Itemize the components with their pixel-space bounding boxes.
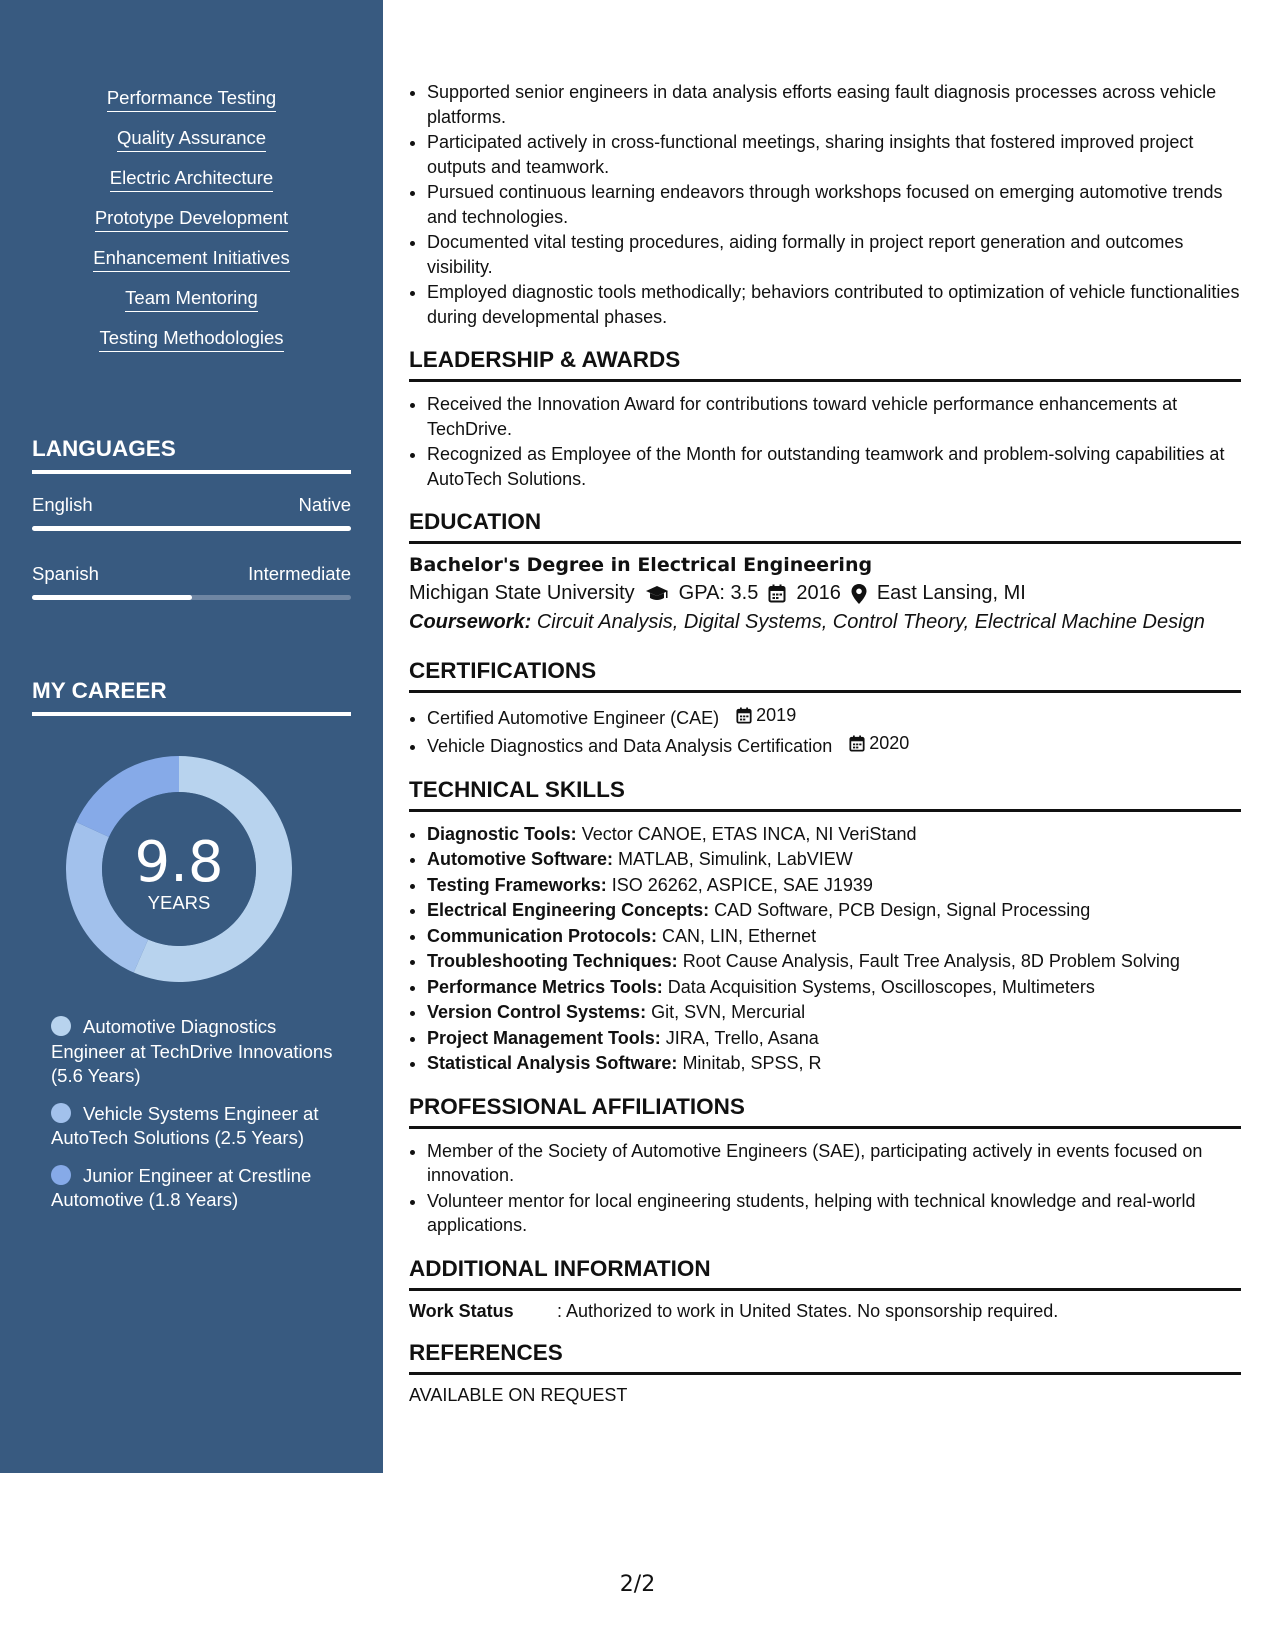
language-row bbox=[32, 494, 351, 516]
skill-label: Statistical Analysis Software: bbox=[427, 1053, 678, 1073]
career-years-label: YEARS bbox=[147, 892, 211, 913]
career-item bbox=[51, 1164, 351, 1213]
skill-value: JIRA, Trello, Asana bbox=[665, 1027, 819, 1048]
experience-bullet: • Pursued continuous learning endeavors through workshops focused on emerging automotive trends and technologies. bbox=[427, 180, 1241, 229]
skill-item: Performance Testing bbox=[107, 86, 276, 112]
references-heading: REFERENCES bbox=[409, 1340, 1241, 1375]
certifications-list bbox=[409, 703, 1241, 759]
coursework-text: Circuit Analysis, Digital Systems, Control Theory, Electrical Machine Design bbox=[536, 611, 1205, 633]
skill-item: Electric Architecture bbox=[110, 166, 273, 192]
languages-heading: LANGUAGES bbox=[32, 436, 351, 474]
language-bar-fill bbox=[32, 526, 351, 531]
technical-skill-item bbox=[427, 1000, 1241, 1025]
leadership-heading: LEADERSHIP & AWARDS bbox=[409, 347, 1241, 382]
coursework-label: Coursework: bbox=[409, 611, 532, 633]
skill-value: CAD Software, PCB Design, Signal Processing bbox=[714, 900, 1091, 920]
skill-value: CAN, LIN, Ethernet bbox=[662, 925, 817, 946]
education-degree: Bachelor's Degree in Electrical Engineering bbox=[409, 554, 873, 576]
calendar-icon bbox=[768, 584, 786, 603]
calendar-icon bbox=[736, 707, 752, 724]
career-item-text: Automotive Diagnostics Engineer at TechDrive Innovations (5.6 Years) bbox=[51, 1016, 333, 1086]
career-item bbox=[51, 1015, 351, 1089]
language-row bbox=[32, 563, 351, 585]
location-pin-icon bbox=[851, 584, 867, 604]
technical-skill-item bbox=[427, 898, 1241, 923]
career-heading: MY CAREER bbox=[32, 678, 351, 716]
skill-value: Git, SVN, Mercurial bbox=[651, 1002, 806, 1022]
career-item bbox=[51, 1102, 351, 1151]
skill-label: Project Management Tools: bbox=[427, 1027, 661, 1048]
affiliations-heading: PROFESSIONAL AFFILIATIONS bbox=[409, 1094, 1241, 1129]
education-year: 2016 bbox=[796, 582, 841, 604]
certifications-heading: CERTIFICATIONS bbox=[409, 658, 1241, 693]
affiliations-list bbox=[409, 1139, 1241, 1238]
experience-bullets bbox=[409, 80, 1241, 329]
certification-item bbox=[427, 731, 1241, 758]
additional-info-heading: ADDITIONAL INFORMATION bbox=[409, 1256, 1241, 1291]
work-status-value: : Authorized to work in United States. No sponsorship required. bbox=[557, 1300, 1059, 1321]
certification-name: Certified Automotive Engineer (CAE) bbox=[427, 707, 720, 728]
language-level: Intermediate bbox=[248, 563, 351, 584]
leadership-bullet: • Received the Innovation Award for contributions toward vehicle performance enhancements at TechDrive. bbox=[427, 392, 1241, 441]
affiliation-item: • Volunteer mentor for local engineering students, helping with technical knowledge and real-world applications. bbox=[427, 1189, 1241, 1238]
education-gpa: GPA: 3.5 bbox=[678, 582, 759, 604]
career-dot bbox=[51, 1103, 71, 1123]
references-text: AVAILABLE ON REQUEST bbox=[409, 1384, 628, 1405]
technical-skill-item bbox=[427, 1051, 1241, 1076]
technical-skills-list bbox=[409, 822, 1241, 1076]
career-total-years: 9.8 bbox=[134, 830, 224, 895]
career-item-text: Junior Engineer at Crestline Automotive (1.8 Years) bbox=[51, 1164, 312, 1210]
skill-label: Testing Frameworks: bbox=[427, 874, 607, 895]
calendar-icon bbox=[849, 735, 865, 752]
affiliation-item: • Member of the Society of Automotive Engineers (SAE), participating actively in events focused on innovation. bbox=[427, 1139, 1241, 1188]
language-bar bbox=[32, 595, 351, 600]
education-details bbox=[409, 582, 1241, 605]
skill-item: Quality Assurance bbox=[117, 126, 266, 152]
education-coursework bbox=[409, 611, 1241, 634]
skill-label: Automotive Software: bbox=[427, 849, 614, 869]
skill-value: Root Cause Analysis, Fault Tree Analysis, 8D Problem Solving bbox=[682, 951, 1180, 971]
career-dot bbox=[51, 1016, 71, 1036]
language-bar bbox=[32, 526, 351, 531]
sidebar bbox=[0, 0, 383, 1473]
skill-item: Team Mentoring bbox=[125, 286, 258, 312]
page-number: 2/2 bbox=[619, 1572, 656, 1597]
language-bar-fill bbox=[32, 595, 192, 600]
certification-name: Vehicle Diagnostics and Data Analysis Certification bbox=[427, 736, 833, 756]
technical-skill-item bbox=[427, 822, 1241, 847]
language-level: Native bbox=[298, 494, 351, 515]
certification-date bbox=[849, 731, 909, 756]
certification-item bbox=[427, 703, 1241, 730]
skill-item: Enhancement Initiatives bbox=[93, 246, 289, 272]
skill-label: Electrical Engineering Concepts: bbox=[427, 900, 710, 920]
technical-skill-item bbox=[427, 949, 1241, 974]
skill-label: Version Control Systems: bbox=[427, 1002, 647, 1022]
technical-skill-item bbox=[427, 1026, 1241, 1051]
certification-date bbox=[736, 703, 796, 728]
technical-skill-item bbox=[427, 975, 1241, 1000]
technical-skill-item bbox=[427, 847, 1241, 872]
experience-bullet: • Employed diagnostic tools methodically; behaviors contributed to optimization of vehicle functionalities during developmental phases. bbox=[427, 280, 1241, 329]
skill-item: Testing Methodologies bbox=[99, 326, 283, 352]
language-name: English bbox=[32, 494, 93, 515]
technical-skill-item bbox=[427, 873, 1241, 898]
certification-year: 2020 bbox=[869, 733, 910, 754]
skill-value: Vector CANOE, ETAS INCA, NI VeriStand bbox=[581, 823, 917, 844]
main-content bbox=[409, 80, 1241, 1406]
work-status-label: Work Status bbox=[409, 1300, 514, 1321]
skill-label: Troubleshooting Techniques: bbox=[427, 951, 678, 971]
work-status-row bbox=[409, 1301, 1241, 1322]
leadership-bullets bbox=[409, 392, 1241, 491]
skill-value: MATLAB, Simulink, LabVIEW bbox=[618, 849, 853, 869]
technical-skill-item bbox=[427, 924, 1241, 949]
education-location: East Lansing, MI bbox=[876, 582, 1026, 604]
experience-bullet: • Documented vital testing procedures, aiding formally in project report generation and outcomes visibility. bbox=[427, 230, 1241, 279]
education-heading: EDUCATION bbox=[409, 509, 1241, 544]
language-name: Spanish bbox=[32, 563, 99, 584]
leadership-bullet: • Recognized as Employee of the Month for outstanding teamwork and problem-solving capabilities at AutoTech Solutions. bbox=[427, 442, 1241, 491]
career-item-text: Vehicle Systems Engineer at AutoTech Solutions (2.5 Years) bbox=[51, 1102, 319, 1148]
skill-label: Performance Metrics Tools: bbox=[427, 976, 663, 997]
skill-value: ISO 26262, ASPICE, SAE J1939 bbox=[611, 874, 873, 895]
skill-value: Minitab, SPSS, R bbox=[682, 1053, 822, 1073]
skill-item: Prototype Development bbox=[95, 206, 288, 232]
skills-list bbox=[0, 86, 383, 366]
technical-skills-heading: TECHNICAL SKILLS bbox=[409, 777, 1241, 812]
career-dot bbox=[51, 1165, 71, 1185]
skill-label: Communication Protocols: bbox=[427, 925, 658, 946]
experience-bullet: • Supported senior engineers in data analysis efforts easing fault diagnosis processes across vehicle platforms. bbox=[427, 80, 1241, 129]
skill-label: Diagnostic Tools: bbox=[427, 823, 577, 844]
career-list bbox=[51, 1015, 351, 1226]
education-school: Michigan State University bbox=[409, 582, 635, 604]
career-donut-chart bbox=[66, 756, 292, 982]
experience-bullet: • Participated actively in cross-functional meetings, sharing insights that fostered improved project outputs and teamwork. bbox=[427, 130, 1241, 179]
graduation-cap-icon bbox=[645, 585, 669, 603]
skill-value: Data Acquisition Systems, Oscilloscopes, Multimeters bbox=[667, 976, 1095, 997]
certification-year: 2019 bbox=[756, 705, 797, 725]
